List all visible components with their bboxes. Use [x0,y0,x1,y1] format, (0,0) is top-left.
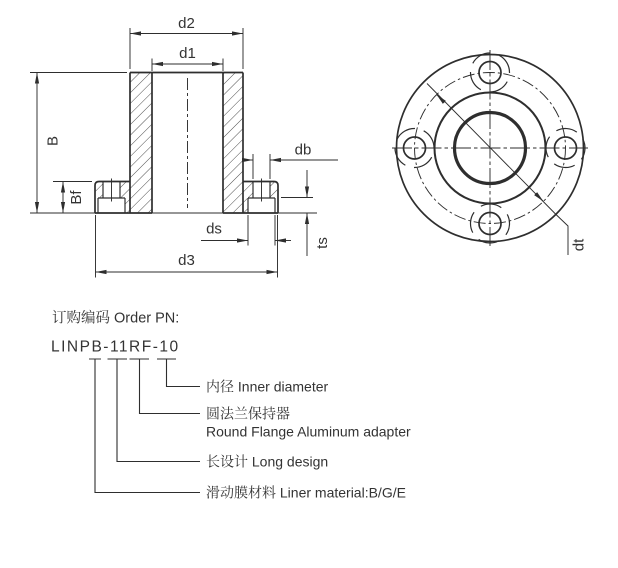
order-section [51,310,411,501]
dim-label-d1: d1 [179,45,196,62]
leader-inner-diameter [167,359,201,387]
callout-round-flange-en: Round Flange Aluminum adapter [206,423,411,440]
hatch-right-flange-inner [244,182,253,198]
part-number: LINPB-11RF-10 [51,338,180,356]
hatch-left-flange-lower [126,199,130,213]
dim-dt [427,84,568,256]
arrowhead-carrier [536,194,544,202]
dim-label-d3: d3 [178,252,195,269]
callout-liner-material: 滑动膜材料 Liner material:B/G/E [206,484,406,501]
arrowhead-carrier [437,95,445,103]
hatch-left-flange-inner [121,182,130,198]
leader-long-design [117,359,200,462]
order-title: 订购编码 Order PN: [52,310,180,327]
front-view [388,46,592,255]
dim-label-ts: ts [314,237,331,249]
hatch-left-wall [131,73,152,213]
dim-label-db: db [294,141,312,159]
section-view [30,15,338,278]
hatch-right-wall [224,73,243,213]
dim-label-b: B [44,135,62,147]
callout-long-design: 长设计 Long design [206,453,329,470]
hatch-right-flange-outer [271,182,278,198]
hatch-left-flange-outer [96,182,103,198]
dim-label-dt: dt [570,238,588,252]
dim-db [246,154,338,179]
leader-line [556,215,568,256]
leader-liner-material [95,359,200,493]
hatch-regions [96,73,278,213]
callout-inner-diameter: 内径 Inner diameter [206,378,329,395]
dim-label-bf: Bf [68,190,85,205]
hatch-right-flange-lower [244,199,248,213]
dim-label-ds: ds [206,220,222,238]
dim-label-d2: d2 [178,15,195,32]
callout-leaders [95,359,200,493]
callout-round-flange-zh: 圆法兰保持器 [206,405,290,422]
